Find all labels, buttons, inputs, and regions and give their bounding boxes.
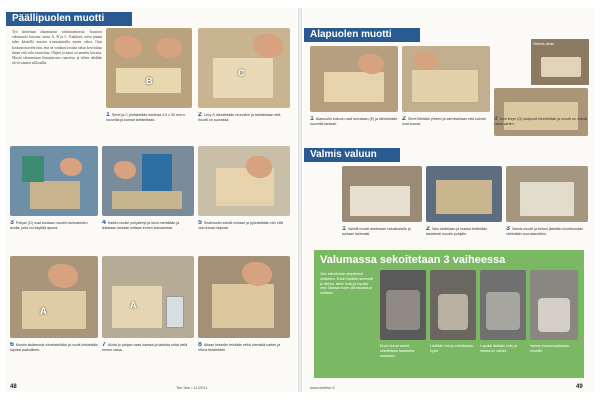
mix-step-4-photo	[530, 270, 578, 340]
step-2-caption: 2 Levy D kiinnitetään reunoihin ja tarkistetaan että muotti on suorassa.	[198, 112, 281, 122]
step-7-caption: 7 Aloita jo pohjan osan kanssa ja tarkista mitat vielä ennen valua.	[102, 342, 188, 352]
left-page-title: Päällipuolen muotti	[6, 12, 132, 26]
right-page-number: 49	[576, 384, 583, 390]
section-2-title: Valmis valuun	[304, 148, 400, 162]
finished-basin-inset	[530, 38, 590, 86]
mix-step-3-photo	[480, 270, 526, 340]
step-r2-photo	[402, 46, 490, 112]
left-page-intro: Työ aloitetaan altaamuotin valmistamisesta. Joustava valumuotti koostuu osista A, B ja C. Kaikkien osien pinnat tulee käsitellä muotin irrotusaineella ennen valua. Osat kootaan ruuvein niin, että ne voidaan irrottaa valun kovetuttua ilman että valu vaurioituu. Ohjeet ja mitat on annettu kuvissa. Muotti rakennetaan liimattavasta vanerista ja siihen tehdään tiiviit saumat silikonilla.	[12, 30, 102, 66]
step-5-photo	[198, 146, 290, 216]
step-r5-photo	[426, 166, 502, 222]
left-page-footer: Tee Itse • 11/2011	[176, 385, 208, 390]
step-6-caption: 6 Muotin sisäreunat viimeistellään ja ruuvit kiristetään lopuksi paikoilleen.	[10, 342, 98, 352]
step-8-caption: 8 Altaan keskelle tehdään reikä viemäriä varten ja reuna tiivistetään.	[198, 342, 281, 352]
mix-step-2-photo	[430, 270, 476, 340]
step-r1-caption: 1 Alamuotin kokoon osat kerrataan (E) ja kiinnitetään ruuveilla tarkasti.	[310, 116, 398, 126]
step-r6-photo	[506, 166, 588, 222]
step-4-photo	[102, 146, 194, 216]
step-r2-caption: 2 Sirret liitetään yhteen ja varmistetaan että kulmat ovat suorat.	[402, 116, 486, 126]
left-page	[6, 8, 296, 392]
mixing-box-title: Valumassa sekoitetaan 3 vaiheessa	[320, 254, 506, 266]
left-page-number: 48	[10, 384, 17, 390]
mix-step-4-caption: Valmis massa kaadetaan muottiin.	[530, 344, 569, 353]
step-8-photo	[198, 256, 290, 338]
step-3-photo	[10, 146, 98, 216]
mixing-info-box	[314, 250, 584, 378]
right-page-footer: www.teeitse.fi	[310, 385, 335, 390]
mixing-box-text: Valu sekoitetaan ämpärissä vähitellen. Ensin lisätään sementti ja hiekka, sitten kuitu ja lopuksi vesi. Massan tulee olla tasaista ja notkeaa.	[320, 272, 373, 296]
right-page-title: Alapuolen muotti	[304, 28, 420, 42]
step-4-caption: 4 Kaikki muotin pohjalevyt ja sivut merkitään ja leikataan tarkasti mittaan ennen kokoamista.	[102, 220, 180, 230]
step-3-caption: 3 Pohjan (D) osat kootaan ruuvein kulmatukien avulla, joita voi käyttää apuna.	[10, 220, 88, 230]
mix-step-3-caption: Lopuksi lisätään kuitu ja massa on valmis.	[480, 344, 518, 353]
mix-step-1-caption: Ensin kuivat aineet sekoitetaan tasaiseksi massaksi.	[380, 344, 415, 358]
step-1-caption: 1 Sirret ja C yhdistetään toisiinsa 3,5 x 30 mm:n ruuveilla ja kulmat tarkistetaan.	[106, 112, 186, 122]
step-r4-caption: 1 Valmiit muotit asetetaan valualustalle ja tuetaan tukevasti.	[342, 226, 411, 236]
step-r3-caption: 3 Ison levyn (G) sisäpuoli kiinnitetään ja muotti on valmis valua varten.	[494, 116, 588, 126]
page-gutter	[298, 8, 302, 392]
step-1-photo: B	[106, 28, 192, 108]
inset-label: Valmis allas	[533, 41, 555, 46]
step-2-photo: C	[198, 28, 290, 108]
step-r6-caption: 3 Valmis muotti ja betoni jätetään kovettumaan vähintään vuorokaudeksi.	[506, 226, 584, 236]
step-7-photo: A	[102, 256, 194, 338]
mix-step-2-caption: Lisätään vesi ja sekoitetaan hyvin.	[430, 344, 473, 353]
step-r5-caption: 2 Valu aloitetaan ja massa levitetään tasaisesti muotin pohjalle.	[426, 226, 488, 236]
mix-step-1-photo	[380, 270, 426, 340]
step-6-photo: A	[10, 256, 98, 338]
step-r1-photo	[310, 46, 398, 112]
step-5-caption: 5 Sisämuotin seinät hiotaan ja pyöristetään niin että valu irtoaa helposti.	[198, 220, 284, 230]
step-r4-photo	[342, 166, 422, 222]
